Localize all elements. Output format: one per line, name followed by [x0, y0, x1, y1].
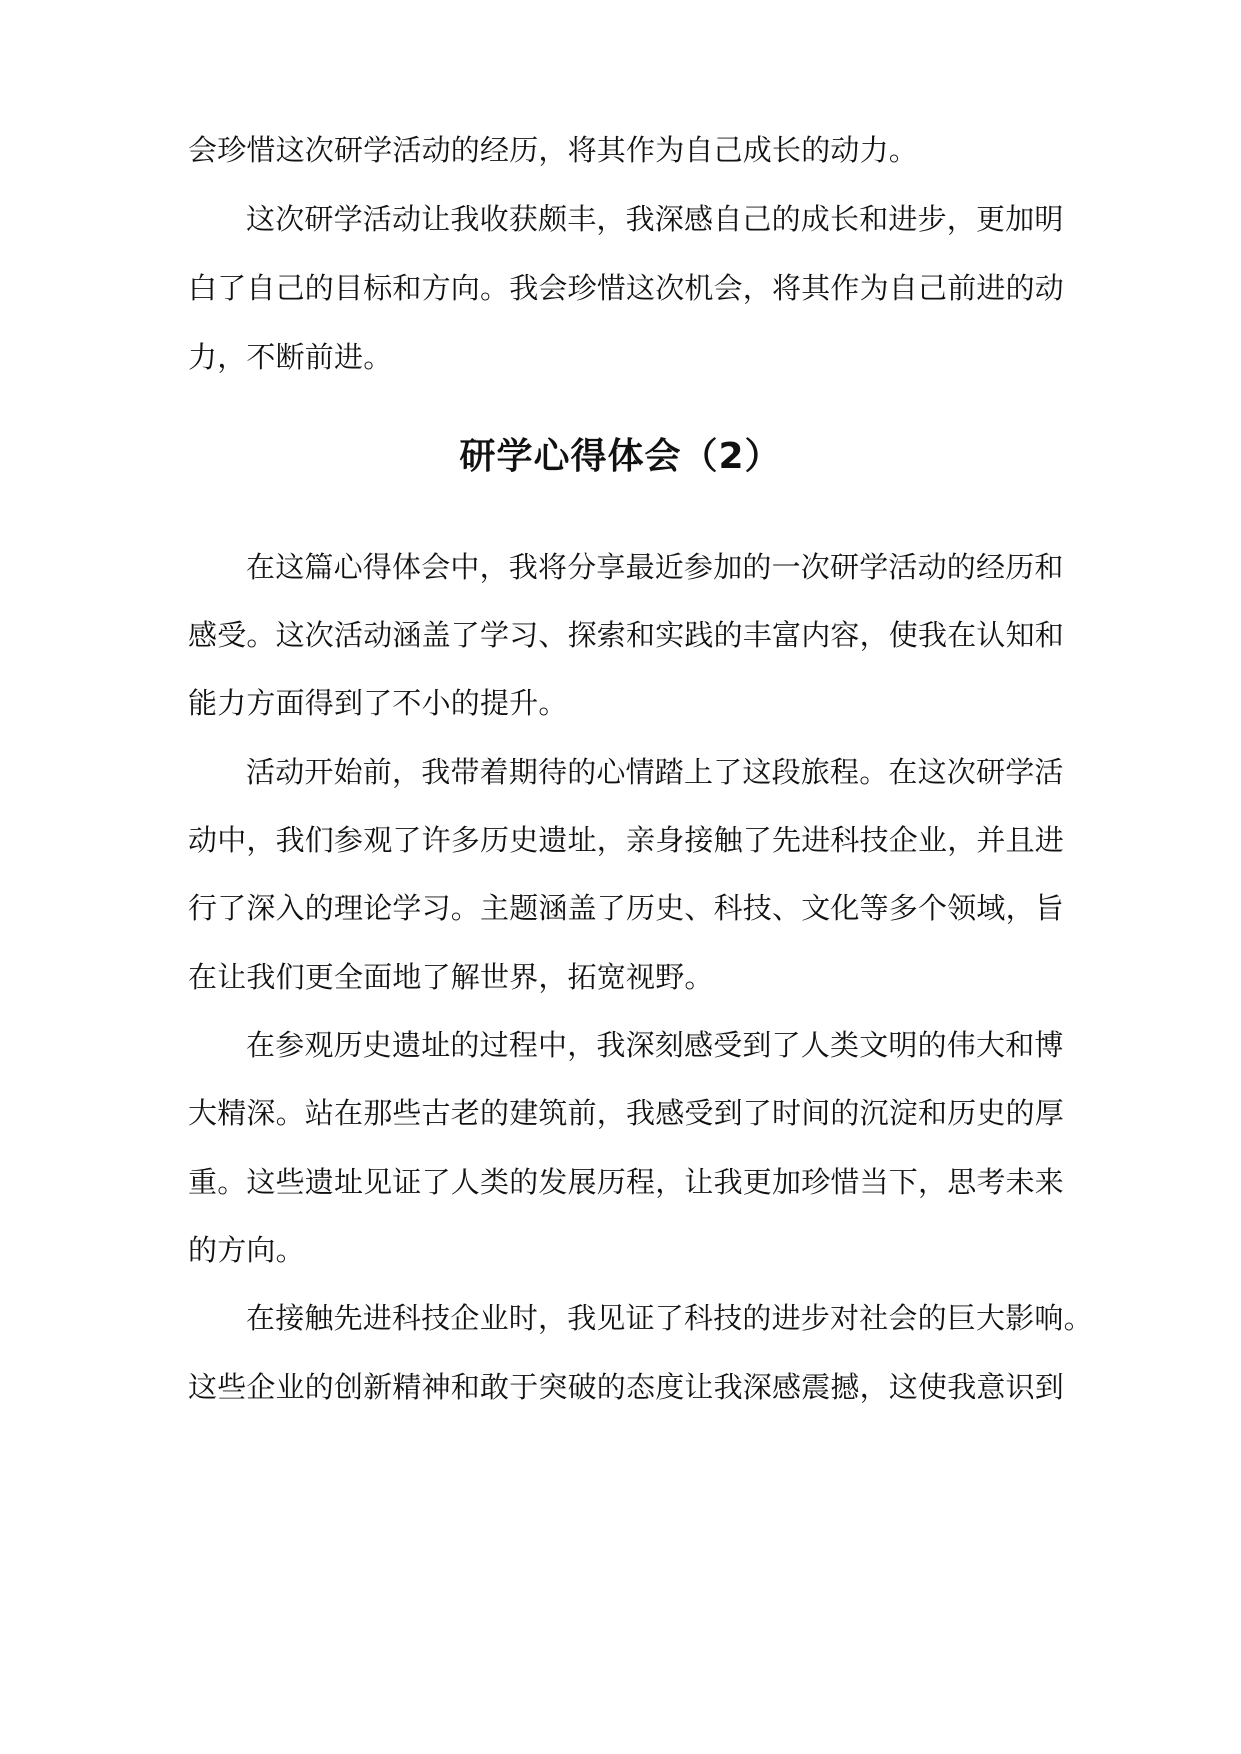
paragraph-line: 在接触先进科技企业时，我见证了科技的进步对社会的巨大影响。 — [246, 1301, 1093, 1335]
paragraph-line: 感受。这次活动涵盖了学习、探索和实践的丰富内容，使我在认知和 — [188, 618, 1065, 652]
paragraph-line: 在让我们更全面地了解世界，拓宽视野。 — [188, 960, 714, 994]
paragraph-line: 这些企业的创新精神和敢于突破的态度让我深感震撼，这使我意识到 — [188, 1370, 1065, 1404]
paragraph-line: 动中，我们参观了许多历史遗址，亲身接触了先进科技企业，并且进 — [188, 823, 1065, 857]
paragraph-line: 白了自己的目标和方向。我会珍惜这次机会，将其作为自己前进的动 — [188, 271, 1065, 305]
paragraph-line: 大精深。站在那些古老的建筑前，我感受到了时间的沉淀和历史的厚 — [188, 1096, 1065, 1130]
paragraph-line: 这次研学活动让我收获颇丰，我深感自己的成长和进步，更加明 — [246, 202, 1064, 236]
paragraph-line: 会珍惜这次研学活动的经历，将其作为自己成长的动力。 — [188, 133, 919, 167]
paragraph-line: 的方向。 — [188, 1233, 305, 1267]
paragraph-line: 重。这些遗址见证了人类的发展历程，让我更加珍惜当下，思考未来 — [188, 1165, 1065, 1199]
paragraph-line: 在这篇心得体会中，我将分享最近参加的一次研学活动的经历和 — [246, 550, 1064, 584]
paragraph-line: 能力方面得到了不小的提升。 — [188, 686, 568, 720]
paragraph-line: 在参观历史遗址的过程中，我深刻感受到了人类文明的伟大和博 — [246, 1028, 1064, 1062]
paragraph-line: 力，不断前进。 — [188, 340, 393, 374]
paragraph-line: 活动开始前，我带着期待的心情踏上了这段旅程。在这次研学活 — [246, 755, 1064, 789]
section-title: 研学心得体会（2） — [459, 436, 782, 477]
paragraph-line: 行了深入的理论学习。主题涵盖了历史、科技、文化等多个领域，旨 — [188, 891, 1065, 925]
